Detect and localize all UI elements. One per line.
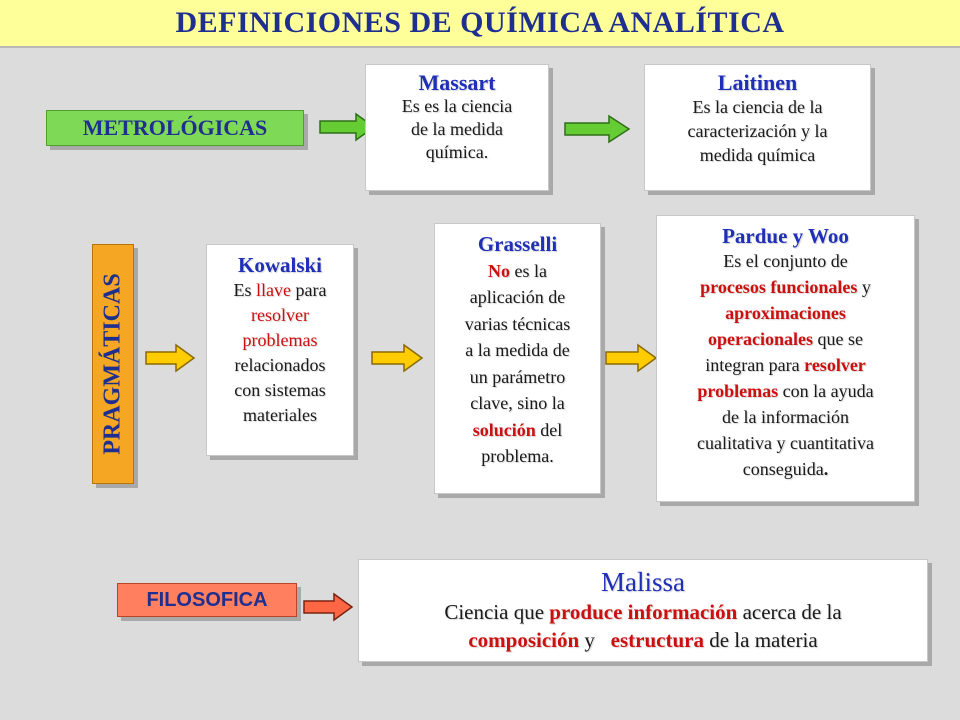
pardue-l9b: . (823, 459, 829, 479)
kowalski-l1a: Es (233, 280, 257, 300)
grasselli-l7b: del (535, 419, 563, 440)
laitinen-card (644, 64, 871, 191)
pardue-line-8: cualitativa y cuantitativa (697, 433, 874, 453)
massart-card (365, 64, 549, 191)
arrow-massart-laitinen (563, 114, 633, 144)
pragmaticas-text: PRAGMÁTICAS (99, 273, 126, 455)
kowalski-line-2: resolver (251, 305, 309, 325)
grasselli-l1a: No (488, 260, 510, 281)
pardue-woo-card (656, 215, 915, 502)
pardue-author: Pardue y Woo (722, 224, 849, 248)
laitinen-line-3: medida química (699, 145, 816, 165)
pardue-line-4 (657, 326, 914, 352)
malissa-l2b: y (579, 628, 611, 652)
grasselli-card (434, 223, 601, 494)
kowalski-line-1 (207, 278, 353, 303)
kowalski-l1c: para (291, 280, 327, 300)
pardue-l5b: resolver (804, 355, 866, 375)
massart-line-1: Es es la ciencia (401, 96, 513, 116)
grasselli-line-8: problema. (481, 446, 554, 466)
grasselli-l7a: solución (472, 419, 536, 440)
pardue-line-1: Es el conjunto de (723, 251, 848, 271)
grasselli-line-1 (435, 258, 600, 285)
pardue-line-3: aproximaciones (725, 303, 846, 323)
arrow-filosofica-malissa (302, 592, 356, 622)
arrow-grasselli-pardue (604, 343, 660, 373)
kowalski-line-5: con sistemas (234, 380, 326, 400)
kowalski-author: Kowalski (237, 253, 323, 277)
pardue-line-5 (657, 352, 914, 378)
massart-author: Massart (418, 70, 496, 95)
malissa-line-1 (359, 598, 927, 626)
pardue-l2b: y (857, 277, 871, 297)
pardue-line-2 (657, 274, 914, 300)
pardue-l4b: que se (813, 329, 863, 349)
page-title: DEFINICIONES DE QUÍMICA ANALÍTICA (175, 6, 785, 39)
pardue-line-9 (657, 456, 914, 482)
filosofica-label (117, 583, 297, 617)
grasselli-line-2: aplicación de (469, 287, 566, 307)
pardue-line-7: de la información (722, 407, 849, 427)
filosofica-text: FILOSOFICA (146, 589, 268, 611)
malissa-author: Malissa (601, 567, 685, 597)
malissa-line-2 (359, 626, 927, 654)
grasselli-line-4: a la medida de (465, 340, 570, 360)
arrow-kowalski-grasselli (370, 343, 426, 373)
kowalski-card (206, 244, 354, 456)
laitinen-line-2: caracterización y la (687, 121, 828, 141)
pardue-l6b: con la ayuda (778, 381, 874, 401)
pardue-line-6 (657, 378, 914, 404)
grasselli-line-5: un parámetro (469, 366, 566, 387)
massart-line-2: de la medida (411, 119, 503, 139)
malissa-card (358, 559, 928, 662)
grasselli-line-3: varias técnicas (464, 313, 571, 334)
massart-line-3: química. (425, 142, 489, 162)
kowalski-line-6: materiales (243, 405, 317, 425)
grasselli-author: Grasselli (477, 232, 558, 256)
pardue-l6a: problemas (697, 381, 779, 401)
malissa-l2c: estructura (610, 628, 704, 652)
metrologicas-text: METROLÓGICAS (82, 115, 268, 140)
pragmaticas-label (92, 244, 134, 484)
malissa-l1b: produce información (549, 600, 738, 624)
pardue-l5a: integran para (705, 355, 805, 375)
pardue-l2a: procesos funcionales (700, 277, 858, 297)
kowalski-line-3: problemas (242, 330, 318, 350)
grasselli-l1b: es la (510, 260, 547, 281)
laitinen-author: Laitinen (717, 70, 798, 95)
malissa-l2d: de la materia (703, 628, 818, 652)
malissa-l1c: acerca de la (737, 600, 842, 624)
malissa-l1a: Ciencia que (444, 600, 550, 624)
malissa-l2a: composición (468, 628, 580, 652)
kowalski-line-4: relacionados (234, 355, 326, 375)
grasselli-line-7 (435, 417, 600, 444)
pardue-l4a: operacionales (708, 329, 813, 349)
pardue-l9a: conseguida (742, 459, 824, 479)
kowalski-l1b: llave (256, 280, 291, 300)
metrologicas-label (46, 110, 304, 146)
title-bar (0, 0, 960, 48)
grasselli-line-6: clave, sino la (470, 393, 565, 413)
laitinen-line-1: Es la ciencia de la (692, 97, 823, 117)
arrow-pragmaticas-kowalski (144, 343, 198, 373)
